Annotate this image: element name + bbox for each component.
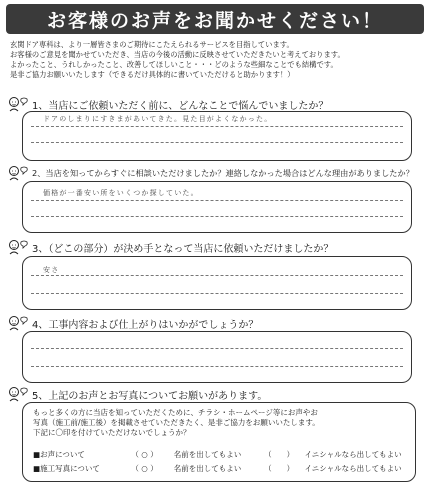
answer-box-1 [22,111,412,161]
answer-2-text: 価格が一番安い所をいくつか探していた。 [43,189,199,197]
question-3-label: 3、（どこの部分）が決め手となって当店に依頼いただけましたか？ [32,243,334,255]
answer-box-4 [22,331,412,383]
consent-line: もっと多くの方に当店を知っていただくために、チラシ・ホームページ等にお声やお [33,408,318,417]
intro-line: お客様のご意見を聞かせていただき、当店の今後の活動に反映させていただきたいと考えております。 [10,50,345,59]
consent-line: 写真（施工前/施工後）を掲載させていただきたく、是非ご協力をお願いいたします。 [33,418,320,427]
dashed-line [31,366,403,367]
person-icon [8,238,30,256]
consent-row-photo [33,463,402,474]
consent-line: 下記に〇印を付けていただけないでしょうか？ [33,428,191,437]
consent-item: ■施工写真について [33,464,100,473]
consent-request-text [33,408,320,438]
intro-line: 是非ご協力お願いいたします（できるだけ具体的に書いていただけると助かります！） [10,70,295,79]
question-4-heading [8,314,258,332]
consent-blank[interactable]: （ ） [264,464,295,473]
question-2-heading [8,164,414,182]
dashed-line [31,200,403,201]
dashed-line [31,216,403,217]
person-icon [8,95,30,113]
photo-consent-box [22,402,416,482]
name-ok-option: 名前を出してもよい [173,464,242,473]
intro-line: 玄関ドア専科は、より一層皆さまのご期待にこたえられるサービスを目指しています。 [10,40,294,49]
intro-line: よかったこと、うれしかったこと、改善してほしいこと・・・どのような些細なことでも結構です。 [10,60,338,69]
question-4-label: 4、工事内容および仕上がりはいかがでしょうか？ [32,319,259,331]
initial-ok-option: イニシャルなら出してもよい [304,464,402,473]
answer-box-3 [22,256,412,310]
name-ok-option: 名前を出してもよい [173,450,242,459]
person-icon [8,314,30,332]
dashed-line [31,348,403,349]
consent-row-voice [33,449,402,460]
answer-1-text: ドアのしまりにすきまがあいてきた。見た目がよくなかった。 [43,115,273,123]
initial-ok-option: イニシャルなら出してもよい [304,450,402,459]
answer-3-text: 安さ [43,266,60,274]
dashed-line [31,142,403,143]
page-title: お客様のお声をお聞かせください！ [46,9,383,32]
question-2-label: 2、当店を知ってからすぐに相談いただけましたか？連絡しなかった場合はどんな理由がありましたか？ [32,167,414,178]
answer-box-2 [22,181,412,233]
person-icon [8,385,30,403]
consent-mark[interactable]: （ ○ ） [131,464,158,473]
title-banner [6,4,424,34]
dashed-line [31,275,403,276]
dashed-line [31,293,403,294]
consent-blank[interactable]: （ ） [264,450,295,459]
consent-item: ■お声について [33,450,85,459]
intro-text [10,40,424,80]
question-3-heading [8,238,333,256]
consent-mark[interactable]: （ ○ ） [131,450,158,459]
dashed-line [31,126,403,127]
question-5-heading [8,385,267,403]
question-5-label: 5、上記のお声とお写真についてお願いがあります。 [32,390,268,402]
question-1-label: 1、当店にご依頼いただく前に、どんなことで悩んでいましたか？ [32,100,329,112]
person-icon [8,164,30,182]
